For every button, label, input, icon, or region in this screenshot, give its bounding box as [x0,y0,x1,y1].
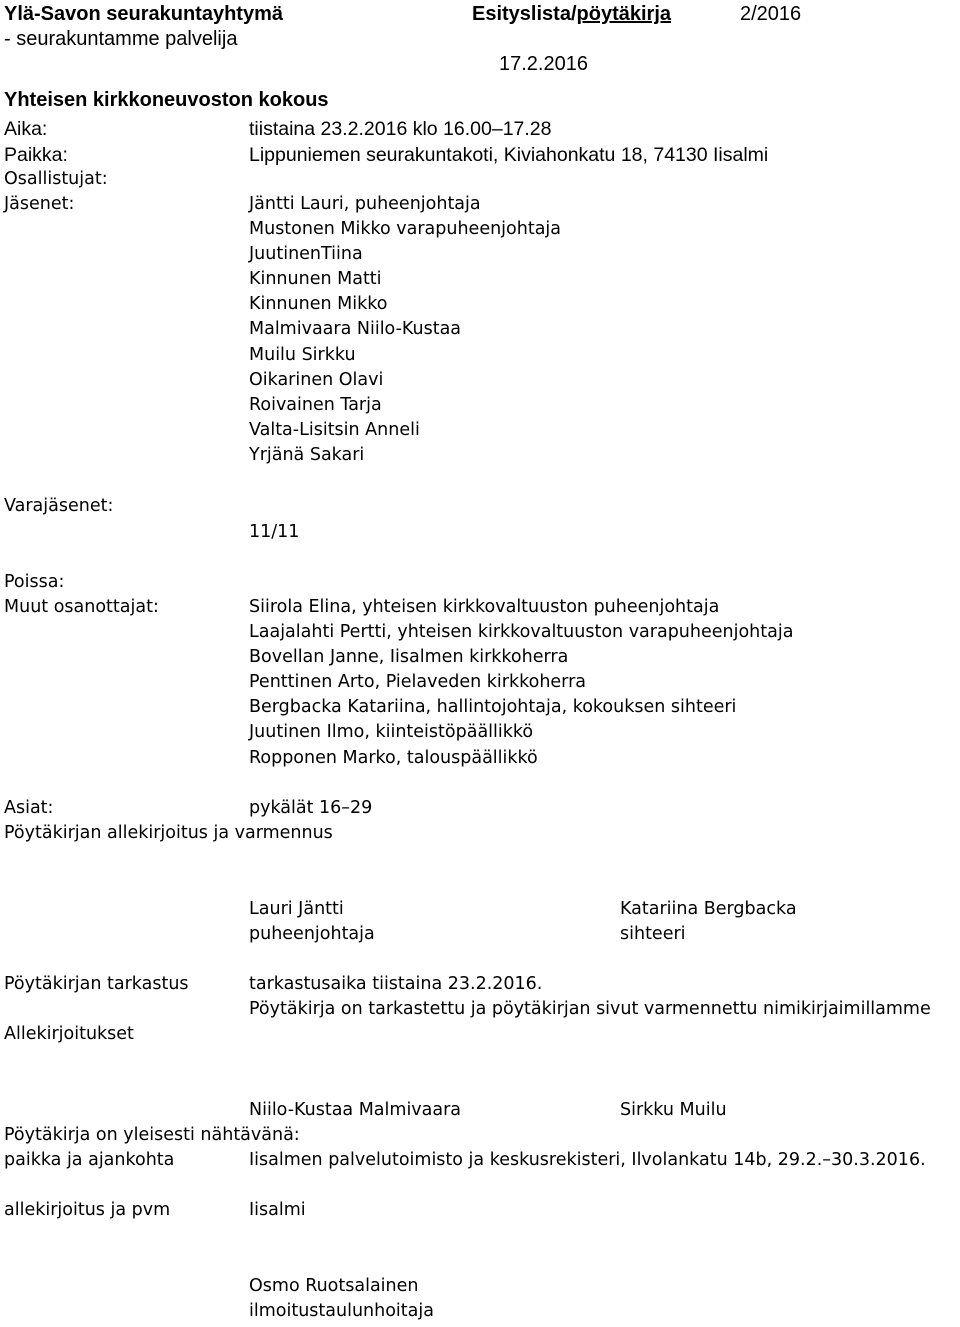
attendance-count: 11/11 [249,522,300,542]
asiat-label: Asiat: [4,798,54,818]
signing-heading: Pöytäkirjan allekirjoitus ja varmennus [4,823,333,843]
document-type-link[interactable]: pöytäkirja [576,3,671,25]
member-item: Roivainen Tarja [249,394,382,415]
tarkastus-label: Pöytäkirjan tarkastus [4,974,189,994]
member-item: JuutinenTiina [249,244,363,265]
signature-date-label: allekirjoitus ja pvm [4,1200,171,1220]
members-list [249,196,561,472]
member-item: Jäntti Lauri, puheenjohtaja [249,194,481,214]
poissa-label: Poissa: [4,572,65,592]
member-item: Muilu Sirkku [249,344,356,365]
member-item: Yrjänä Sakari [249,444,365,465]
jasenet-label: Jäsenet: [4,194,75,214]
paikka-label: Paikka: [4,144,68,166]
meeting-title: Yhteisen kirkkoneuvoston kokous [4,89,329,111]
varajasenet-label: Varajäsenet: [4,496,114,516]
secretary-name: Katariina Bergbacka [620,899,797,919]
participant-item: Ropponen Marko, talouspäällikkö [249,747,538,768]
signatures-label: Allekirjoitukset [4,1024,134,1044]
document-type [472,4,671,24]
secretary-role: sihteeri [620,924,686,944]
official-name: Osmo Ruotsalainen [249,1276,419,1296]
member-item: Malmivaara Niilo-Kustaa [249,319,462,340]
checker-2-name: Sirkku Muilu [620,1100,727,1120]
asiat-value: pykälät 16–29 [249,798,373,818]
aika-value: tiistaina 23.2.2016 klo 16.00–17.28 [249,118,552,140]
public-display-label: Pöytäkirja on yleisesti nähtävänä: [4,1125,300,1145]
organization-subtitle: - seurakuntamme palvelija [4,28,238,50]
official-role: ilmoitustaulunhoitaja [249,1301,434,1321]
tarkastus-time: tarkastusaika tiistaina 23.2.2016. [249,974,543,994]
participant-item: Juutinen Ilmo, kiinteistöpäällikkö [249,722,534,743]
participant-item: Penttinen Arto, Pielaveden kirkkoherra [249,672,586,693]
checker-1-name: Niilo-Kustaa Malmivaara [249,1100,462,1120]
member-item: Oikarinen Olavi [249,369,384,390]
chair-role: puheenjohtaja [249,924,375,944]
document-date: 17.2.2016 [499,53,588,75]
paikka-value: Lippuniemen seurakuntakoti, Kiviahonkatu 18, 74130 Iisalmi [249,144,769,166]
osallistujat-label: Osallistujat: [4,169,108,189]
place-time-label: paikka ja ajankohta [4,1150,175,1170]
place-time-value: Iisalmen palvelutoimisto ja keskusrekisteri, Ilvolankatu 14b, 29.2.–30.3.2016. [249,1150,926,1170]
signature-place: Iisalmi [249,1200,306,1220]
chair-name: Lauri Jäntti [249,899,344,919]
participant-item: Bergbacka Katariina, hallintojohtaja, kokouksen sihteeri [249,697,737,718]
member-item: Valta-Lisitsin Anneli [249,419,420,440]
tarkastus-statement: Pöytäkirja on tarkastettu ja pöytäkirjan sivut varmennettu nimikirjaimillamme [249,999,931,1019]
member-item: Mustonen Mikko varapuheenjohtaja [249,219,562,240]
participant-item: Siirola Elina, yhteisen kirkkovaltuuston puheenjohtaja [249,597,720,617]
organization-name: Ylä-Savon seurakuntayhtymä [4,3,283,25]
member-item: Kinnunen Matti [249,269,382,290]
other-participants-list [249,599,793,775]
member-item: Kinnunen Mikko [249,294,388,315]
aika-label: Aika: [4,118,48,140]
document-number: 2/2016 [740,3,802,25]
document-type-prefix: Esityslista/ [472,3,577,25]
muut-osanottajat-label: Muut osanottajat: [4,597,159,617]
participant-item: Bovellan Janne, Iisalmen kirkkoherra [249,647,569,668]
participant-item: Laajalahti Pertti, yhteisen kirkkovaltuuston varapuheenjohtaja [249,622,794,643]
